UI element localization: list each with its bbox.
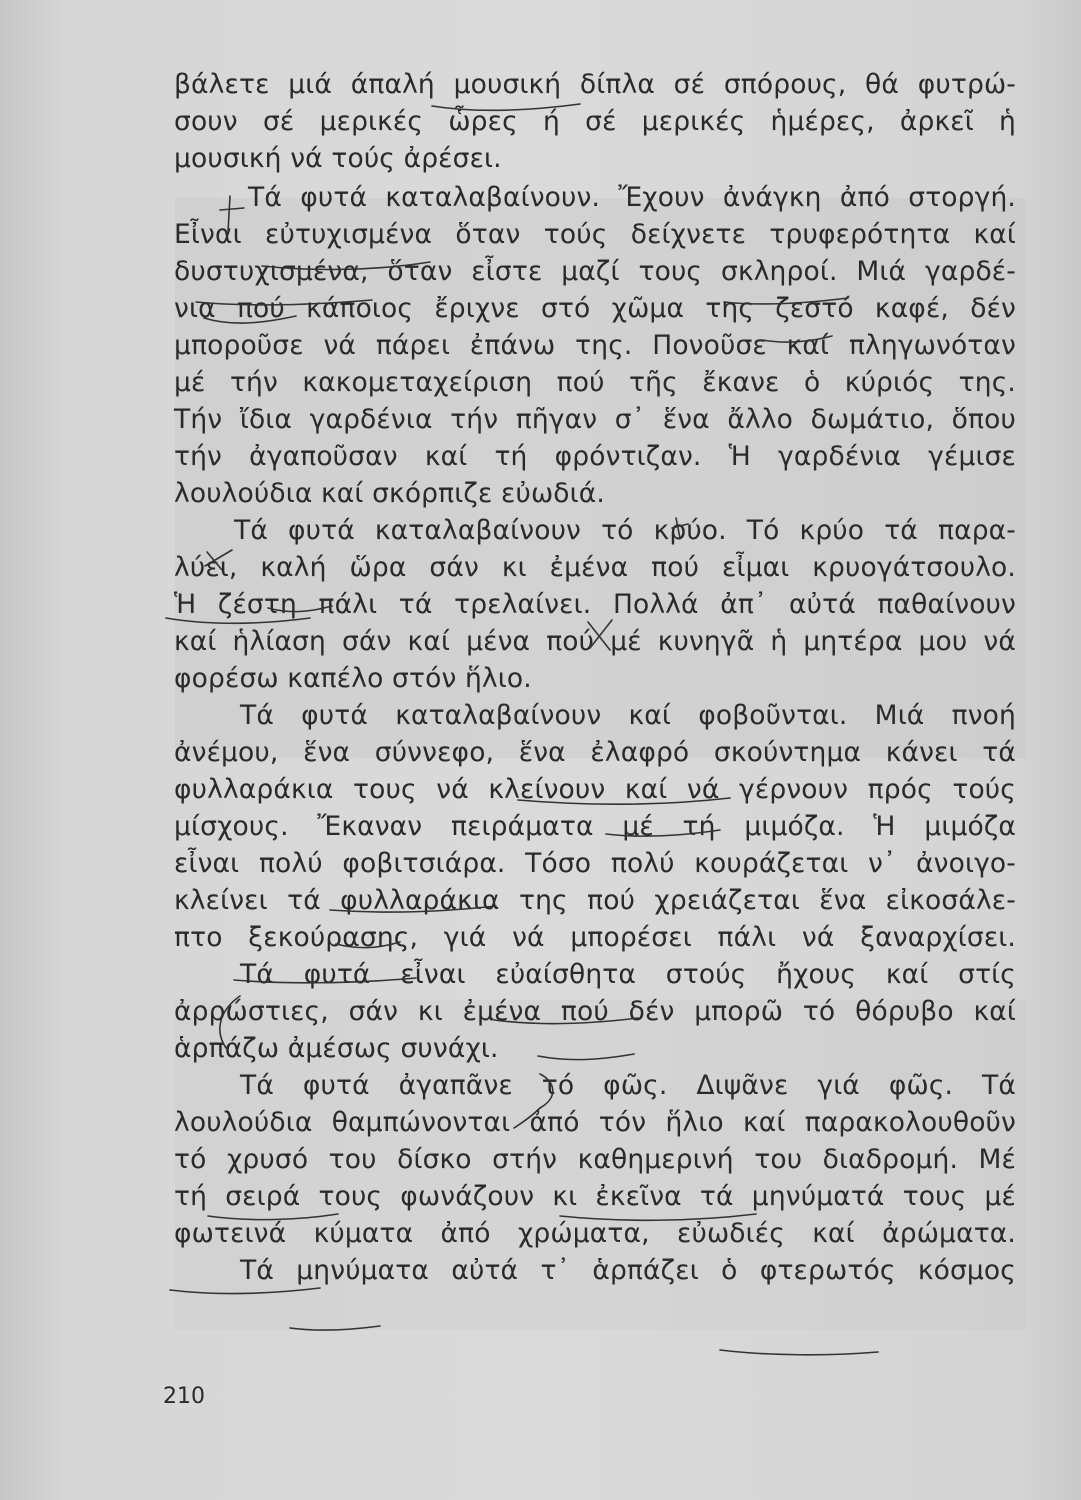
- text-line: μέ τήν κακομεταχείριση πού τῆς ἔκανε ὁ κύριός της.: [174, 367, 1016, 398]
- text-line: δυστυχισμένα, ὅταν εἶστε μαζί τους σκληροί. Μιά γαρδέ-: [174, 256, 1016, 287]
- text-line: μποροῦσε νά πάρει ἐπάνω της. Πονοῦσε καί πληγωνόταν: [174, 330, 1016, 361]
- text-line: εἶναι πολύ φοβιτσιάρα. Τόσο πολύ κουράζεται ν᾿ ἀνοιγο-: [174, 848, 1016, 879]
- text-line: ἁρπάζω ἀμέσως συνάχι.: [174, 1033, 499, 1064]
- text-line: ἀνέμου, ἕνα σύννεφο, ἕνα ἐλαφρό σκούντημα κάνει τά: [174, 737, 1016, 768]
- text-line: μίσχους. Ἔκαναν πειράματα μέ τή μιμόζα. Ἡ μιμόζα: [174, 811, 1016, 842]
- text-line: κλείνει τά φυλλαράκια της πού χρειάζεται ἕνα εἰκοσάλε-: [174, 885, 1016, 916]
- text-line: τήν ἀγαποῦσαν καί τή φρόντιζαν. Ἡ γαρδένια γέμισε: [174, 441, 1016, 472]
- text-line: Τά μηνύματα αὐτά τ᾿ ἁρπάζει ὁ φτερωτός κόσμος: [240, 1255, 1016, 1286]
- body-text: [174, 66, 1016, 1289]
- page-number: 210: [163, 1384, 205, 1409]
- underline-mark: [720, 1350, 878, 1355]
- text-line: Τά φυτά καταλαβαίνουν τό κρύο. Τό κρύο τά παρα-: [234, 515, 1016, 546]
- text-line: Τήν ἴδια γαρδένια τήν πῆγαν σ᾿ ἕνα ἄλλο δωμάτιο, ὅπου: [174, 404, 1016, 435]
- text-line: τό χρυσό του δίσκο στήν καθημερινή του διαδρομή. Μέ: [174, 1144, 1016, 1175]
- text-line: λουλούδια καί σκόρπιζε εὐωδιά.: [174, 478, 605, 509]
- text-line: καί ἡλίαση σάν καί μένα πού μέ κυνηγᾶ ἡ μητέρα μου νά: [174, 626, 1016, 657]
- text-line: τή σειρά τους φωνάζουν κι ἐκεῖνα τά μηνύματά τους μέ: [174, 1181, 1016, 1212]
- text-line: Τά φυτά καταλαβαίνουν καί φοβοῦνται. Μιά πνοή: [240, 700, 1016, 731]
- text-line: μουσική νά τούς ἀρέσει.: [174, 143, 502, 174]
- text-line: ἀρρώστιες, σάν κι ἐμένα πού δέν μπορῶ τό θόρυβο καί: [174, 996, 1016, 1027]
- text-line: νια πού κάποιος ἔριχνε στό χῶμα της ζεστό καφέ, δέν: [174, 293, 1016, 324]
- text-line: Ἡ ζέστη πάλι τά τρελαίνει. Πολλά ἀπ᾿ αὐτά παθαίνουν: [174, 589, 1016, 620]
- text-line: βάλετε μιά άπαλή μουσική δίπλα σέ σπόρους, θά φυτρώ-: [174, 69, 1016, 100]
- text-line: φορέσω καπέλο στόν ἥλιο.: [174, 663, 532, 694]
- text-line: φυλλαράκια τους νά κλείνουν καί νά γέρνουν πρός τούς: [174, 774, 1016, 805]
- text-line: λουλούδια θαμπώνονται ἀπό τόν ἥλιο καί παρακολουθοῦν: [174, 1107, 1016, 1138]
- text-line: λύει, καλή ὥρα σάν κι ἐμένα πού εἶμαι κρυογάτσουλο.: [174, 552, 1016, 583]
- text-line: πτο ξεκούρασης, γιά νά μπορέσει πάλι νά ξαναρχίσει.: [174, 922, 1016, 953]
- text-line: Τά φυτά καταλαβαίνουν. Ἔχουν ἀνάγκη ἀπό στοργή.: [248, 182, 1016, 213]
- text-line: Τά φυτά εἶναι εὐαίσθητα στούς ἤχους καί στίς: [240, 959, 1016, 990]
- text-line: φωτεινά κύματα ἀπό χρώματα, εὐωδιές καί ἀρώματα.: [174, 1218, 1016, 1249]
- text-line: Τά φυτά ἀγαπᾶνε τό φῶς. Διψᾶνε γιά φῶς. Τά: [240, 1070, 1016, 1101]
- text-line: Εἶναι εὐτυχισμένα ὅταν τούς δείχνετε τρυφερότητα καί: [174, 219, 1016, 250]
- text-line: σουν σέ μερικές ὧρες ή σέ μερικές ἡμέρες, ἀρκεῖ ἡ: [174, 106, 1016, 137]
